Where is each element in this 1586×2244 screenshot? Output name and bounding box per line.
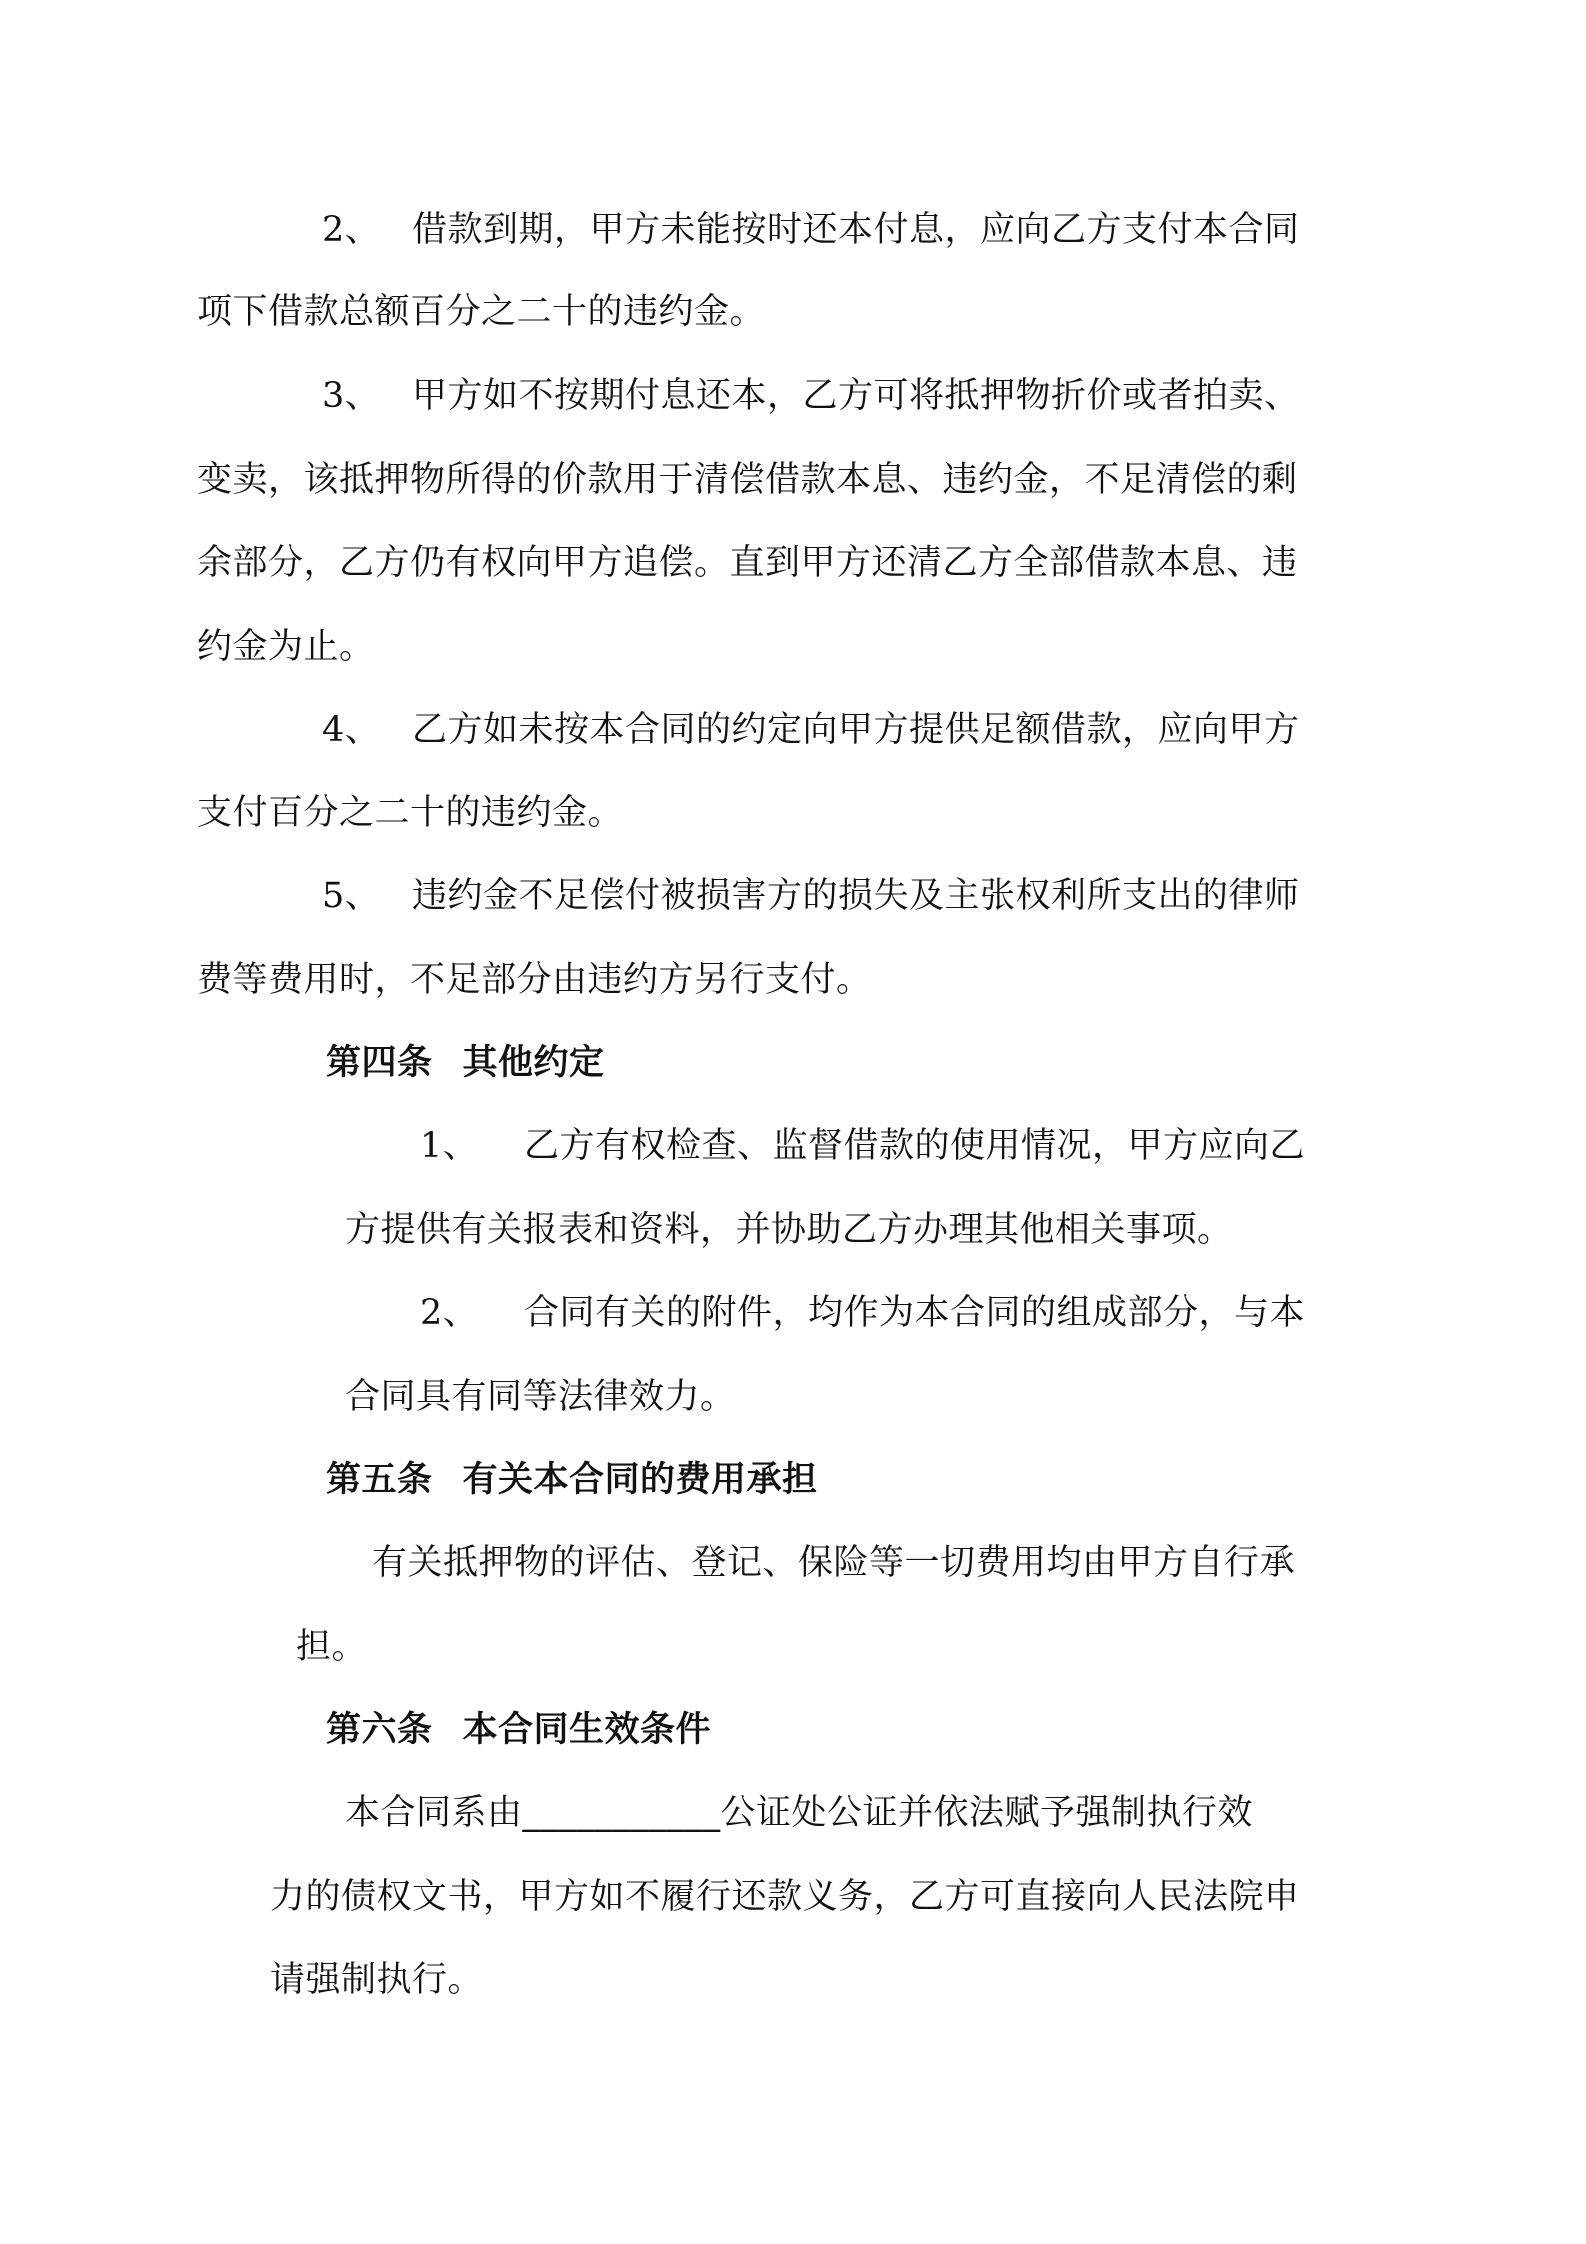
notary-blank: ___________ [522, 1793, 721, 1833]
clause-number: 1、 [420, 1126, 479, 1166]
clause-text: 违约金不足偿付被损害方的损失及主张权利所支出的律师 [412, 876, 1300, 916]
clause-text: 合同有关的附件，均作为本合同的组成部分，与本 [524, 1293, 1306, 1333]
article-title: 本合同生效条件 [462, 1710, 712, 1750]
clause-4-line-2: 支付百分之二十的违约金。 [197, 793, 624, 833]
clause-3-line-2: 变卖，该抵押物所得的价款用于清偿借款本息、违约金，不足清偿的剩 [197, 460, 1298, 500]
clause-3-line-1 [322, 376, 1300, 416]
clause-3-line-3: 余部分，乙方仍有权向甲方追偿。直到甲方还清乙方全部借款本息、违 [197, 543, 1298, 583]
clause-number: 4、 [322, 710, 381, 750]
article-6-line-2: 力的债权文书，甲方如不履行还款义务，乙方可直接向人民法院申 [270, 1877, 1300, 1917]
clause-text: 借款到期，甲方未能按时还本付息，应向乙方支付本合同 [412, 210, 1300, 250]
clause-text: 乙方如未按本合同的约定向甲方提供足额借款，应向甲方 [412, 710, 1300, 750]
clause-5-line-1 [322, 876, 1300, 916]
article-5-line-2: 担。 [296, 1627, 368, 1667]
clause-text: 甲方如不按期付息还本，乙方可将抵押物折价或者拍卖、 [412, 376, 1300, 416]
article-6-line-1 [345, 1793, 1253, 1833]
article-4-sub-2-line-1 [420, 1293, 1305, 1333]
clause-4-line-1 [322, 710, 1300, 750]
clause-2-line-2: 项下借款总额百分之二十的违约金。 [197, 292, 766, 332]
article-4-sub-2-line-2: 合同具有同等法律效力。 [345, 1377, 736, 1417]
article-4-heading [326, 1043, 605, 1083]
article-5-heading [326, 1460, 818, 1500]
clause-2-line-1 [322, 210, 1300, 250]
clause-text: 乙方有权检查、监督借款的使用情况，甲方应向乙 [524, 1126, 1306, 1166]
article-number: 第四条 [326, 1043, 433, 1083]
clause-number: 5、 [322, 876, 381, 916]
clause-number: 3、 [322, 376, 381, 416]
clause-number: 2、 [420, 1293, 479, 1333]
clause-number: 2、 [322, 210, 381, 250]
article-5-line-1: 有关抵押物的评估、登记、保险等一切费用均由甲方自行承 [372, 1543, 1296, 1583]
clause-5-line-2: 费等费用时，不足部分由违约方另行支付。 [197, 960, 872, 1000]
clause-text-suffix: 公证处公证并依法赋予强制执行效 [720, 1793, 1254, 1833]
article-number: 第六条 [326, 1710, 433, 1750]
article-4-sub-1-line-1 [420, 1126, 1305, 1166]
clause-3-line-4: 约金为止。 [197, 627, 375, 667]
article-6-line-3: 请强制执行。 [270, 1960, 484, 2000]
article-number: 第五条 [326, 1460, 433, 1500]
article-4-sub-1-line-2: 方提供有关报表和资料，并协助乙方办理其他相关事项。 [345, 1210, 1233, 1250]
clause-text-prefix: 本合同系由 [345, 1793, 523, 1833]
article-6-heading [326, 1710, 711, 1750]
article-title: 其他约定 [462, 1043, 605, 1083]
article-title: 有关本合同的费用承担 [462, 1460, 818, 1500]
